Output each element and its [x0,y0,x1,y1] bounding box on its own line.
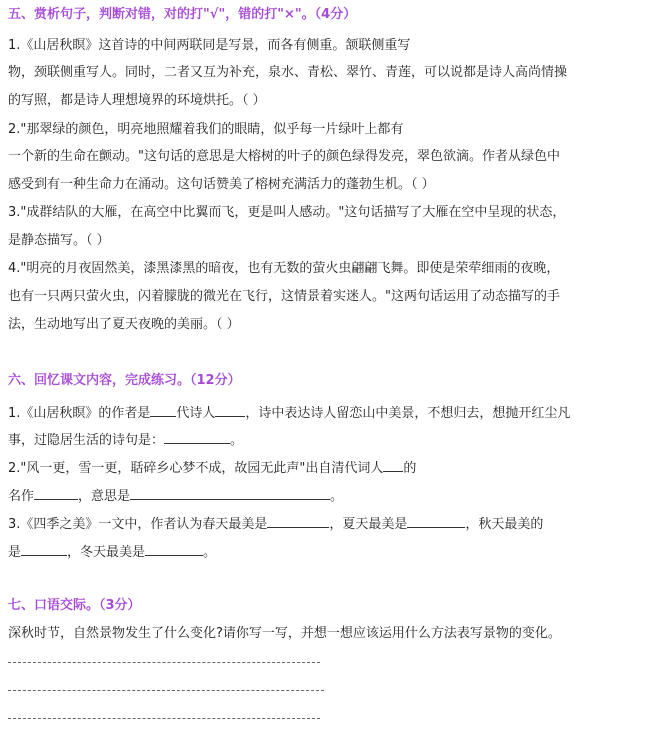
answer-blank-work[interactable] [34,485,78,500]
s5-q4-line1: 4."明亮的月夜固然美，漆黑漆黑的暗夜，也有无数的萤火虫翩翩飞舞。即使是荣荦细雨的夜晚， [8,261,560,276]
answer-blank-dynasty[interactable] [150,402,176,417]
section-5-heading: 五、赏析句子，判断对错，对的打"√"，错的打"×"。（4分） [8,7,357,22]
s5-q4-line3: 法，生动地写出了夏天夜晚的美丽。（ ） [8,317,240,332]
answer-blank-poet[interactable] [215,402,245,417]
answer-blank-ci-poet[interactable] [383,457,403,472]
s5-q1-line3: 的写照，都是诗人理想境界的环境烘托。（ ） [8,93,266,108]
answer-blank-summer[interactable] [407,513,465,528]
s5-q1-line1: 1.《山居秋瞑》这首诗的中间两联同是写景，而各有侧重。颔联侧重写 [8,38,411,53]
section-7-heading: 七、口语交际。（3分） [8,598,141,613]
s6-q3-text-e: ，冬天最美是 [67,545,146,560]
section-6-heading: 六、回忆课文内容，完成练习。（12分） [8,373,241,388]
answer-blank-autumn[interactable] [21,541,67,556]
s6-q3-line2 [8,541,216,562]
answer-blank-meaning[interactable] [130,485,330,500]
answer-blank-verse[interactable] [164,429,230,444]
answer-blank-spring[interactable] [267,513,329,528]
s6-q1-text-a: 1.《山居秋瞑》的作者是 [8,406,151,421]
answer-line-3[interactable] [8,718,320,719]
s5-q3-line1: 3."成群结队的大雁，在高空中比翼而飞，更是叫人感动。"这句话描写了大雁在空中呈现的状态， [8,205,566,220]
s6-q1-text-c: ，诗中表达诗人留恋山中美景，不想归去，想抛开红尘凡 [245,406,571,421]
s5-q2-line3: 感受到有一种生命力在涌动。这句话赞美了榕树充满活力的蓬勃生机。（ ） [8,177,435,192]
s6-q2-text-c: 名作 [8,489,35,504]
s6-q1-text-e: 。 [230,433,244,448]
s6-q1-line2 [8,429,243,450]
s6-q3-text-b: ，夏天最美是 [329,517,408,532]
s6-q2-line1 [8,457,416,478]
s6-q3-text-a: 3.《四季之美》一文中，作者认为春天最美是 [8,517,268,532]
s5-q2-line1: 2."那翠绿的颜色，明亮地照耀着我们的眼睛，似乎每一片绿叶上都有 [8,122,404,137]
s6-q1-text-b: 代诗人 [176,406,216,421]
s6-q3-text-f: 。 [203,545,217,560]
s6-q2-text-a: 2."风一更，雪一更，聒碎乡心梦不成，故园无此声"出自清代词人 [8,461,384,476]
s6-q2-text-b: 的 [403,461,417,476]
s6-q3-text-c: ，秋天最美的 [465,517,544,532]
s7-prompt: 深秋时节，自然景物发生了什么变化?请你写一写，并想一想应该运用什么方法表写景物的变化。 [8,626,561,641]
s6-q1-line1 [8,402,570,423]
answer-line-2[interactable] [8,690,324,691]
s6-q3-text-d: 是 [8,545,22,560]
s6-q2-text-e: 。 [330,489,344,504]
s5-q3-line2: 是静态描写。（ ） [8,233,110,248]
s6-q2-text-d: ，意思是 [78,489,131,504]
s6-q2-line2 [8,485,343,506]
s5-q1-line2: 物，颈联侧重写人。同时，二者又互为补充，泉水、青松、翠竹、青莲，可以说都是诗人高尚情操 [8,65,568,80]
s5-q4-line2: 也有一只两只萤火虫，闪着朦胧的微光在飞行，这情景着实迷人。"这两句话运用了动态描写的手 [8,289,560,304]
s5-q2-line2: 一个新的生命在颤动。"这句话的意思是大榕树的叶子的颜色绿得发亮，翠色欲滴。作者从绿色中 [8,149,560,164]
answer-blank-winter[interactable] [145,541,203,556]
s6-q1-text-d: 事，过隐居生活的诗句是： [8,433,165,448]
s6-q3-line1 [8,513,543,534]
answer-line-1[interactable] [8,662,320,663]
